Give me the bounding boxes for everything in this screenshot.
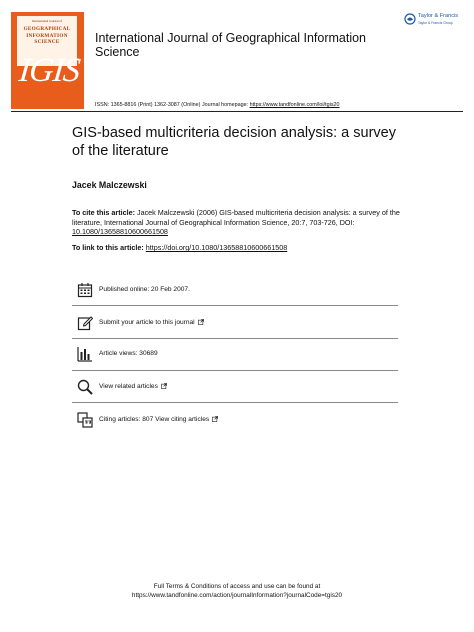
citing-articles-label: Citing articles: 807 View citing articles — [99, 416, 218, 423]
edit-icon — [77, 315, 93, 331]
cover-logo: IGIS — [17, 52, 82, 89]
citation-text: Jacek Malczewski (2006) GIS-based multicriteria decision analysis: a survey of the literature, International Journal of Geographical Information Science, 20:7, 703-726, DOI: — [72, 208, 400, 227]
journal-homepage-link[interactable]: https://www.tandfonline.com/loi/tgis20 — [249, 102, 340, 108]
calendar-icon — [77, 282, 93, 298]
article-views-item — [77, 346, 397, 366]
citations-icon — [77, 412, 93, 428]
publisher-name: Taylor & Francis — [418, 13, 459, 19]
item-divider — [72, 338, 398, 339]
cover-small-text: International Journal of — [32, 19, 62, 23]
citation-block — [72, 208, 412, 237]
related-articles-label: View related articles — [99, 383, 167, 390]
citing-articles-link[interactable] — [77, 412, 397, 432]
search-icon — [77, 379, 93, 395]
publisher-tagline: Taylor & Francis Group — [418, 21, 453, 25]
article-link-label: To link to this article: — [72, 243, 146, 252]
footer-terms-link[interactable]: https://www.tandfonline.com/action/journalInformation?journalCode=tgis20 — [131, 592, 343, 599]
external-link-icon — [161, 383, 167, 389]
cover-title-line: SCIENCE — [34, 39, 60, 45]
article-title: GIS-based multicriteria decision analysis: a survey of the literature — [72, 125, 396, 159]
article-views-count: Article views: 30689 — [99, 350, 158, 357]
journal-cover — [11, 12, 84, 109]
divider — [11, 111, 463, 112]
cover-title — [18, 26, 76, 46]
bar-chart-icon — [77, 346, 93, 362]
published-item — [77, 282, 397, 302]
citation-doi-link[interactable]: 10.1080/13658810600661508 — [72, 227, 168, 237]
item-divider — [72, 402, 398, 403]
submit-article-link[interactable] — [77, 315, 397, 335]
footer-terms-text: Full Terms & Conditions of access and use can be found at — [153, 583, 321, 590]
cover-title-line: INFORMATION — [26, 32, 68, 39]
submit-article-label: Submit your article to this journal — [99, 319, 204, 326]
external-link-icon — [198, 319, 204, 325]
item-divider — [72, 305, 398, 306]
article-author: Jacek Malczewski — [72, 180, 147, 190]
published-date: Published online: 20 Feb 2007. — [99, 286, 190, 293]
issn-text: ISSN: 1365-8816 (Print) 1362-3087 (Online) Journal homepage: — [95, 102, 250, 108]
issn-line — [95, 102, 340, 108]
article-link-line — [72, 243, 287, 252]
article-doi-link[interactable]: https://doi.org/10.1080/13658810600661508 — [145, 243, 288, 252]
item-divider — [72, 370, 398, 371]
footer — [0, 582, 474, 600]
cover-title-line: GEOGRAPHICAL — [23, 26, 71, 32]
citation-label: To cite this article: — [72, 208, 135, 217]
external-link-icon — [212, 416, 218, 422]
journal-title: International Journal of Geographical Information Science — [95, 31, 366, 59]
related-articles-link[interactable] — [77, 379, 397, 399]
